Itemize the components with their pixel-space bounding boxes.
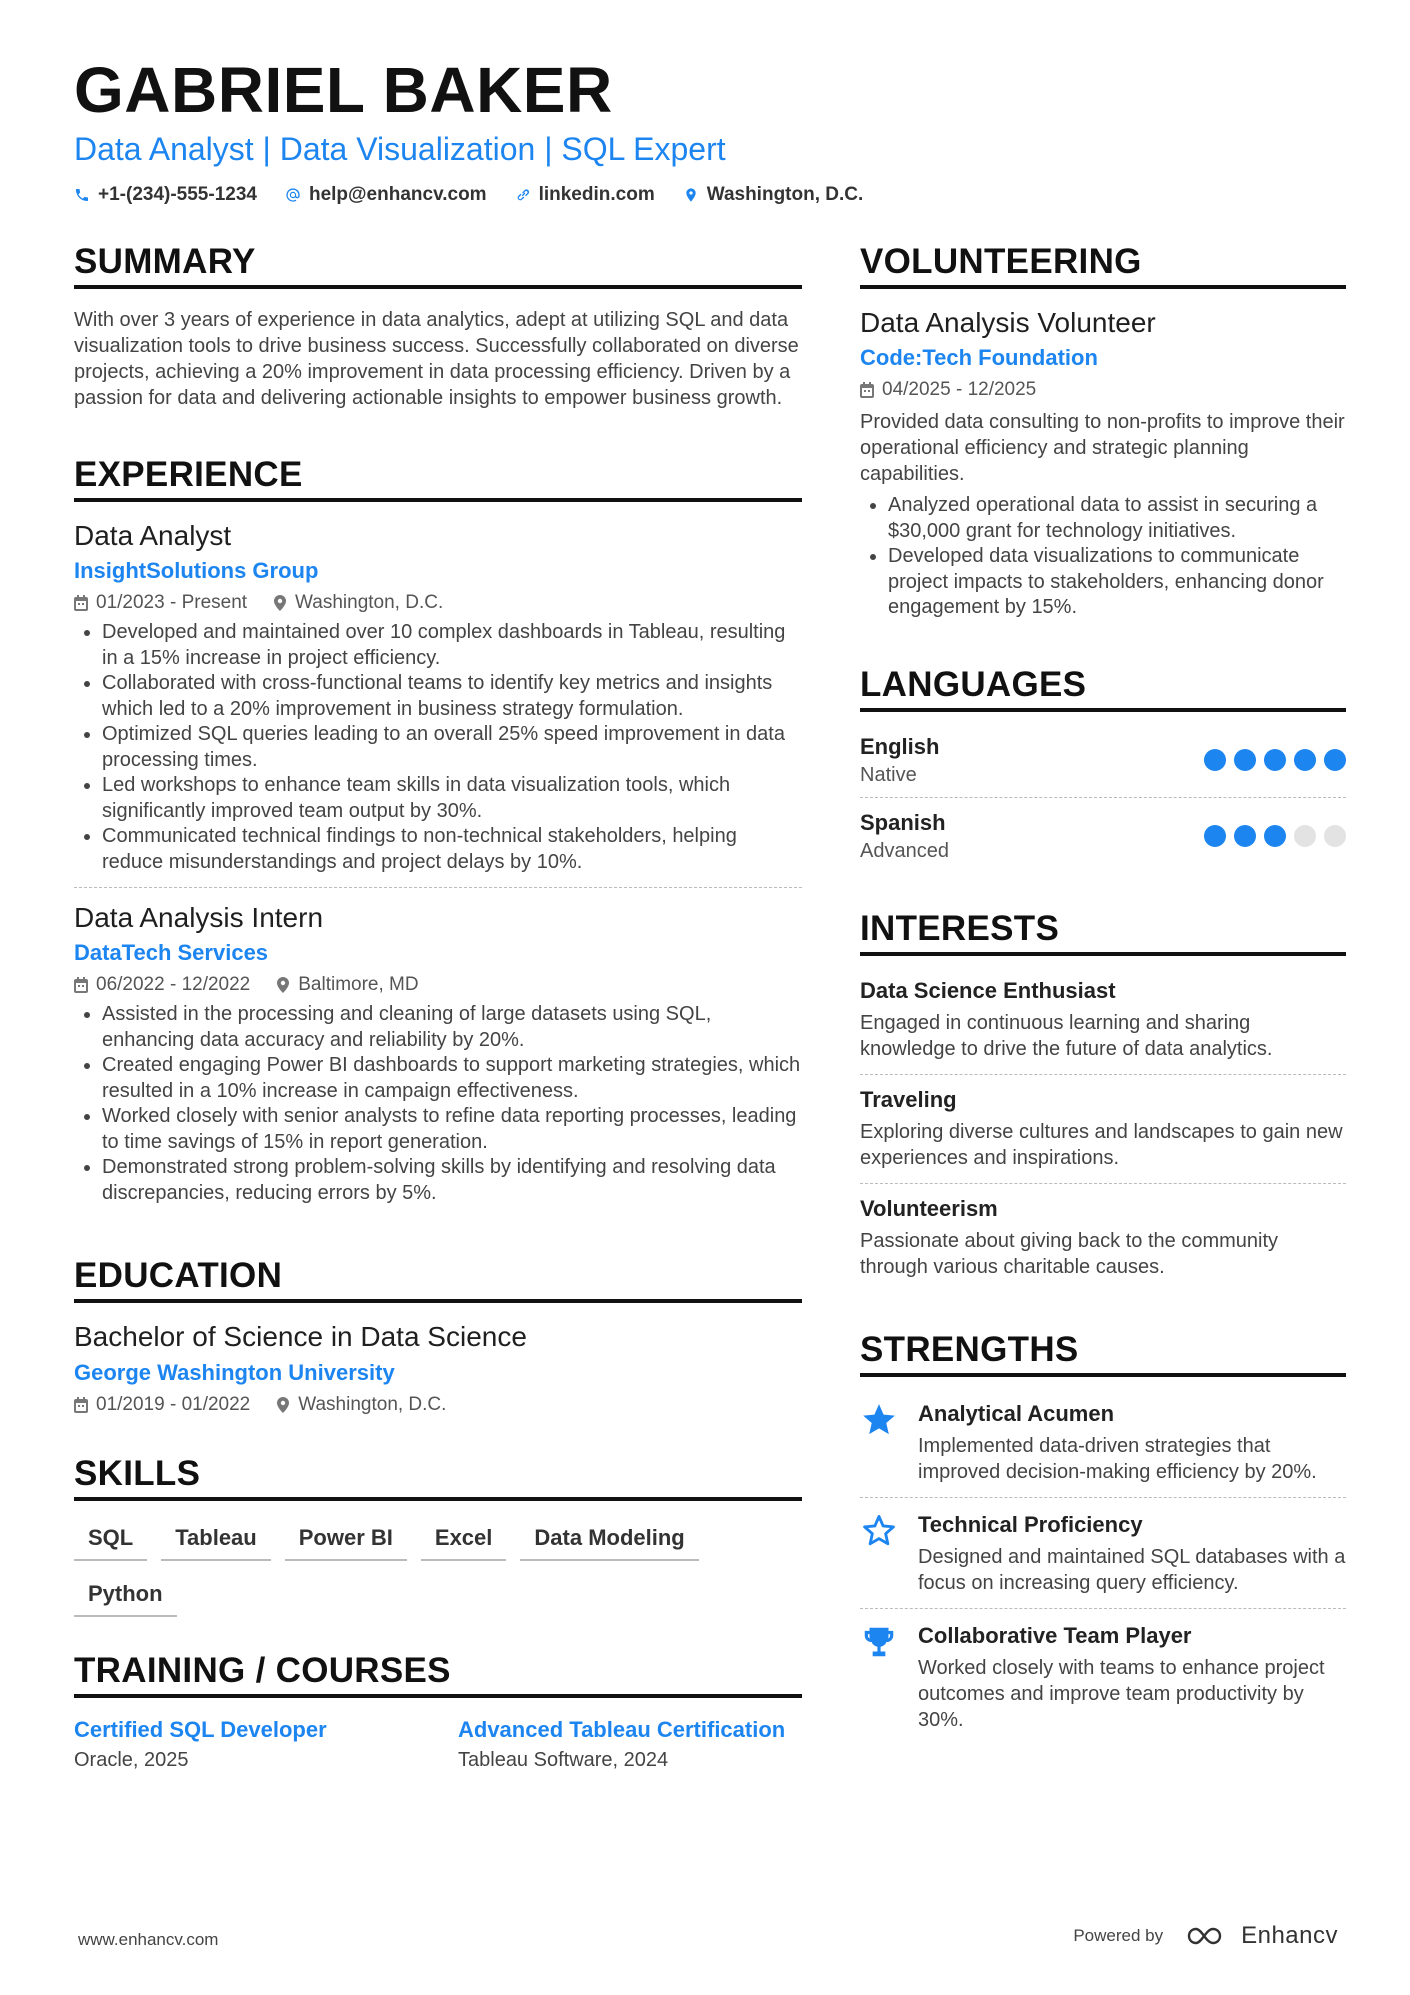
training-list bbox=[74, 1716, 802, 1772]
location-pin-icon bbox=[683, 187, 699, 203]
bullet-item: • Worked closely with senior analysts to refine data reporting processes, leading to time savings of 15% in report generation. bbox=[102, 1104, 802, 1155]
volunteer-role: Data Analysis Volunteer bbox=[860, 307, 1156, 338]
bullet-item: • Led workshops to enhance team skills in data visualization tools, which significantly improved team output by 30%. bbox=[102, 773, 802, 824]
job-bullets bbox=[74, 620, 802, 875]
job-dates bbox=[74, 974, 250, 996]
rating-dot-filled bbox=[1234, 749, 1256, 771]
left-column bbox=[74, 244, 802, 1818]
rating-dot-filled bbox=[1234, 825, 1256, 847]
strengths-section bbox=[860, 1329, 1346, 1745]
bullet-item: • Collaborated with cross-functional teams to identify key metrics and insights which led to a 20% improvement in business strategy formulation. bbox=[102, 671, 802, 722]
volunteering-section bbox=[860, 244, 1346, 621]
rating-dot-empty bbox=[1294, 825, 1316, 847]
job-meta bbox=[74, 974, 802, 996]
strength-title: Technical Proficiency bbox=[918, 1511, 1143, 1537]
strengths-title: STRENGTHS bbox=[860, 1332, 1346, 1377]
contact-linkedin[interactable] bbox=[515, 184, 655, 206]
star-outline-icon bbox=[860, 1512, 898, 1550]
volunteer-meta bbox=[860, 379, 1346, 401]
strength-desc: Implemented data-driven strategies that improved decision-making efficiency by 20%. bbox=[918, 1434, 1317, 1483]
summary-section bbox=[74, 244, 802, 411]
bullet-item: • Assisted in the processing and cleaning of large datasets using SQL, enhancing data accuracy and reliability by 20%. bbox=[102, 1002, 802, 1053]
volunteer-description: Provided data consulting to non-profits to improve their operational efficiency and strategic planning capabilities. bbox=[860, 411, 1345, 486]
calendar-icon bbox=[74, 595, 88, 611]
language-rating bbox=[1204, 749, 1346, 771]
bullet-item: • Optimized SQL queries leading to an overall 25% speed improvement in data processing times. bbox=[102, 722, 802, 773]
rating-dot-filled bbox=[1264, 825, 1286, 847]
rating-dot-empty bbox=[1324, 825, 1346, 847]
education-title: EDUCATION bbox=[74, 1258, 802, 1303]
job-location-text: Baltimore, MD bbox=[298, 974, 419, 996]
contact-phone bbox=[74, 184, 257, 206]
course-name: Advanced Tableau Certification bbox=[458, 1716, 786, 1742]
job-location-text: Washington, D.C. bbox=[295, 592, 444, 614]
education-school: George Washington University bbox=[74, 1359, 395, 1385]
interests-title: INTERESTS bbox=[860, 911, 1346, 956]
job-role: Data Analyst bbox=[74, 520, 232, 551]
language-name: English bbox=[860, 733, 940, 759]
location-pin-icon bbox=[276, 1397, 290, 1413]
job-dates-text: 06/2022 - 12/2022 bbox=[96, 974, 251, 996]
education-dates bbox=[74, 1394, 250, 1416]
bullet-item: • Communicated technical findings to non-technical stakeholders, helping reduce misunderstandings and project delays by 10%. bbox=[102, 824, 802, 875]
job-bullets bbox=[74, 1002, 802, 1206]
education-dates-text: 01/2019 - 01/2022 bbox=[96, 1393, 251, 1415]
bullet-item: • Developed and maintained over 10 complex dashboards in Tableau, resulting in a 15% increase in project efficiency. bbox=[102, 620, 802, 671]
location-pin-icon bbox=[276, 977, 290, 993]
location-text: Washington, D.C. bbox=[706, 184, 864, 205]
location-pin-icon bbox=[273, 595, 287, 611]
education-location-text: Washington, D.C. bbox=[298, 1393, 447, 1415]
calendar-icon bbox=[74, 1397, 88, 1413]
at-sign-icon bbox=[285, 187, 301, 203]
skill-tag: Data Modeling bbox=[520, 1519, 698, 1561]
strength-item bbox=[860, 1608, 1346, 1745]
bullet-item: • Demonstrated strong problem-solving skills by identifying and resolving data discrepancies, reducing errors by 5%. bbox=[102, 1155, 802, 1206]
education-section bbox=[74, 1258, 802, 1415]
skills-section bbox=[74, 1453, 802, 1617]
language-row bbox=[860, 730, 1346, 797]
job-location bbox=[276, 974, 418, 996]
summary-title: SUMMARY bbox=[74, 244, 802, 289]
education-degree: Bachelor of Science in Data Science bbox=[74, 1321, 527, 1353]
bullet-item: • Created engaging Power BI dashboards to support marketing strategies, which resulted in a 10% increase in campaign effectiveness. bbox=[102, 1053, 802, 1104]
job-dates-text: 01/2023 - Present bbox=[96, 592, 248, 614]
volunteer-dates bbox=[860, 379, 1036, 401]
course-item bbox=[458, 1716, 802, 1772]
strength-title: Collaborative Team Player bbox=[918, 1622, 1192, 1648]
strength-item bbox=[860, 1395, 1346, 1497]
experience-title: EXPERIENCE bbox=[74, 457, 802, 502]
interest-item bbox=[860, 1074, 1346, 1183]
languages-title: LANGUAGES bbox=[860, 667, 1346, 712]
calendar-icon bbox=[74, 977, 88, 993]
email-text: help@enhancv.com bbox=[308, 184, 487, 205]
language-rating bbox=[1204, 825, 1346, 847]
language-level: Native bbox=[860, 763, 917, 786]
phone-text: +1-(234)-555-1234 bbox=[98, 184, 257, 205]
job-meta bbox=[74, 592, 802, 614]
candidate-headline: Data Analyst | Data Visualization | SQL Expert bbox=[74, 131, 726, 167]
interest-item bbox=[860, 974, 1346, 1074]
interest-desc: Passionate about giving back to the community through various charitable causes. bbox=[860, 1229, 1279, 1278]
language-level: Advanced bbox=[860, 839, 949, 862]
job-location bbox=[273, 592, 443, 614]
strength-desc: Worked closely with teams to enhance project outcomes and improve team productivity by 30%. bbox=[918, 1656, 1325, 1731]
interests-section bbox=[860, 908, 1346, 1292]
job-company: DataTech Services bbox=[74, 940, 269, 966]
bullet-item: • Developed data visualizations to communicate project impacts to stakeholders, enhancing donor engagement by 15%. bbox=[888, 544, 1346, 621]
language-row bbox=[860, 797, 1346, 873]
course-provider: Tableau Software, 2024 bbox=[458, 1748, 669, 1771]
languages-section bbox=[860, 664, 1346, 873]
brand-name: Enhancv bbox=[1241, 1922, 1338, 1949]
education-meta bbox=[74, 1394, 802, 1416]
right-column bbox=[860, 244, 1346, 1791]
powered-by-label: Powered by bbox=[1073, 1926, 1164, 1945]
experience-entry bbox=[74, 520, 802, 887]
enhancv-logo-icon bbox=[1185, 1924, 1231, 1948]
experience-entry bbox=[74, 887, 802, 1218]
brand-logo bbox=[1185, 1922, 1338, 1950]
rating-dot-filled bbox=[1294, 749, 1316, 771]
job-company: InsightSolutions Group bbox=[74, 558, 319, 584]
footer-website[interactable]: www.enhancv.com bbox=[78, 1930, 219, 1949]
skill-tag: Tableau bbox=[161, 1519, 271, 1561]
volunteer-org: Code:Tech Foundation bbox=[860, 345, 1098, 371]
experience-section bbox=[74, 457, 802, 1218]
skills-list bbox=[74, 1519, 802, 1617]
link-icon bbox=[515, 187, 531, 203]
strength-item bbox=[860, 1497, 1346, 1608]
linkedin-text: linkedin.com bbox=[538, 184, 655, 205]
interest-desc: Engaged in continuous learning and sharing knowledge to drive the future of data analytics. bbox=[860, 1011, 1273, 1060]
contact-email[interactable] bbox=[285, 184, 487, 206]
language-name: Spanish bbox=[860, 809, 946, 835]
volunteering-title: VOLUNTEERING bbox=[860, 244, 1346, 289]
rating-dot-filled bbox=[1204, 825, 1226, 847]
candidate-name: GABRIEL BAKER bbox=[74, 54, 613, 126]
skill-tag: Power BI bbox=[285, 1519, 407, 1561]
job-role: Data Analysis Intern bbox=[74, 902, 324, 934]
bullet-item: • Analyzed operational data to assist in securing a $30,000 grant for technology initiatives. bbox=[888, 493, 1346, 544]
phone-icon bbox=[74, 187, 90, 203]
star-filled-icon bbox=[860, 1401, 898, 1439]
calendar-icon bbox=[860, 382, 874, 398]
interest-title: Volunteerism bbox=[860, 1195, 998, 1221]
interest-title: Traveling bbox=[860, 1086, 957, 1112]
job-dates bbox=[74, 592, 247, 614]
volunteer-dates-text: 04/2025 - 12/2025 bbox=[882, 379, 1037, 401]
rating-dot-filled bbox=[1264, 749, 1286, 771]
rating-dot-filled bbox=[1204, 749, 1226, 771]
course-provider: Oracle, 2025 bbox=[74, 1748, 189, 1771]
training-title: TRAINING / COURSES bbox=[74, 1653, 802, 1698]
skills-title: SKILLS bbox=[74, 1456, 802, 1501]
rating-dot-filled bbox=[1324, 749, 1346, 771]
contact-location bbox=[683, 184, 864, 206]
skill-tag: SQL bbox=[74, 1519, 147, 1561]
education-location bbox=[276, 1394, 446, 1416]
footer-branding bbox=[1073, 1922, 1338, 1950]
training-section bbox=[74, 1650, 802, 1772]
interest-item bbox=[860, 1183, 1346, 1292]
trophy-icon bbox=[860, 1623, 898, 1661]
skill-tag: Excel bbox=[421, 1519, 507, 1561]
skill-tag: Python bbox=[74, 1575, 177, 1617]
volunteer-bullets bbox=[860, 493, 1346, 621]
interest-desc: Exploring diverse cultures and landscapes to gain new experiences and inspirations. bbox=[860, 1120, 1343, 1169]
course-name: Certified SQL Developer bbox=[74, 1716, 327, 1742]
strength-title: Analytical Acumen bbox=[918, 1400, 1115, 1426]
summary-text: With over 3 years of experience in data analytics, adept at utilizing SQL and data visualization tools to drive business success. Successfully collaborated on diverse projects, achieving a 20% improvement in data processing efficiency. Driven by a passion for data and delivering actionable insights to empower business growth. bbox=[74, 309, 799, 409]
contact-bar bbox=[74, 184, 863, 206]
strength-desc: Designed and maintained SQL databases with a focus on increasing query efficiency. bbox=[918, 1545, 1346, 1594]
interest-title: Data Science Enthusiast bbox=[860, 977, 1116, 1003]
course-item bbox=[74, 1716, 418, 1772]
